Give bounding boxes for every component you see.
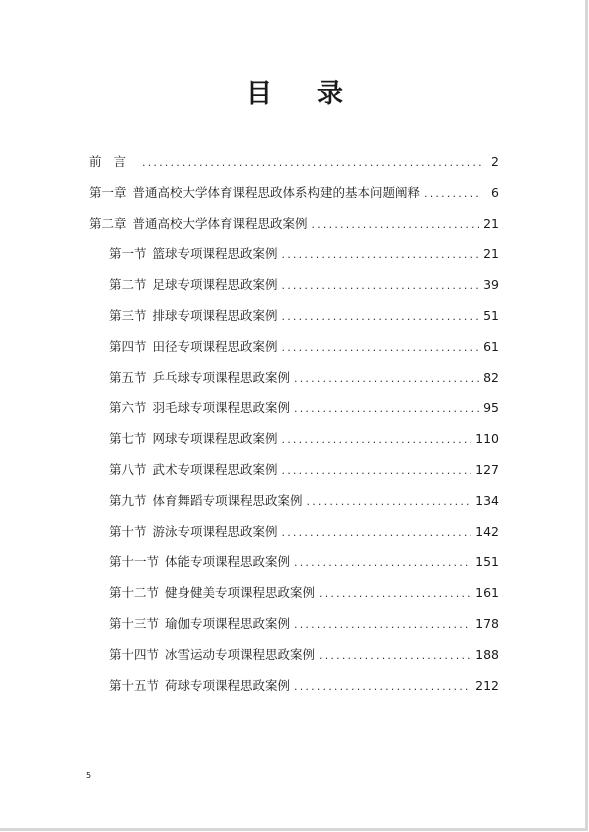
toc-entry-number: 第一章 bbox=[89, 184, 127, 200]
toc-entry-page: 127 bbox=[475, 461, 499, 477]
toc-entry-number: 第十五节 bbox=[109, 677, 160, 693]
toc-entry-number: 第四节 bbox=[109, 338, 147, 354]
toc-entry-section-3[interactable] bbox=[89, 306, 499, 337]
toc-entry-number: 第六节 bbox=[109, 400, 147, 416]
toc-entry-section-5[interactable] bbox=[89, 368, 499, 399]
toc-entry-number: 第十一节 bbox=[109, 554, 160, 570]
toc-entry-section-6[interactable] bbox=[89, 398, 499, 429]
toc-entry-page: 51 bbox=[483, 307, 499, 323]
toc-entry-page: 188 bbox=[475, 646, 499, 662]
toc-entry-page: 161 bbox=[475, 585, 499, 601]
toc-entry-section-8[interactable] bbox=[89, 460, 499, 491]
toc-entry-label bbox=[109, 368, 290, 388]
toc-entry-title: 羽毛球专项课程思政案例 bbox=[152, 400, 291, 416]
toc-entry-page: 95 bbox=[483, 400, 499, 416]
toc-entry-page: 212 bbox=[475, 677, 499, 693]
toc-entry-page: 82 bbox=[483, 369, 499, 385]
toc-entry-page: 110 bbox=[475, 431, 499, 447]
toc-leader-dots bbox=[282, 307, 480, 327]
toc-entry-title: 田径专项课程思政案例 bbox=[152, 338, 278, 354]
toc-entry-title: 普通高校大学体育课程思政体系构建的基本问题阐释 bbox=[132, 184, 421, 200]
toc-leader-dots bbox=[319, 646, 471, 666]
toc-entry-label bbox=[109, 398, 290, 418]
toc-entry-label bbox=[109, 552, 290, 572]
toc-entry-number: 第一节 bbox=[109, 246, 147, 262]
toc-leader-dots bbox=[294, 677, 471, 697]
toc-leader-dots bbox=[294, 553, 471, 573]
toc-entry-label bbox=[109, 583, 315, 603]
toc-entry-section-11[interactable] bbox=[89, 552, 499, 583]
toc-entry-number: 第三节 bbox=[109, 307, 147, 323]
toc-leader-dots bbox=[307, 492, 472, 512]
toc-entry-title: 体育舞蹈专项课程思政案例 bbox=[152, 492, 303, 508]
page-number: 5 bbox=[86, 771, 92, 780]
toc-entry-chapter-2[interactable] bbox=[89, 214, 499, 245]
toc-entry-label bbox=[109, 645, 315, 665]
toc-entry-page: 21 bbox=[483, 246, 499, 262]
toc-leader-dots bbox=[294, 399, 479, 419]
toc-entry-page: 151 bbox=[475, 554, 499, 570]
toc-leader-dots bbox=[319, 584, 471, 604]
toc-entry-page: 21 bbox=[483, 215, 499, 231]
toc-entry-number: 第十节 bbox=[109, 523, 147, 539]
toc-entry-label bbox=[109, 306, 278, 326]
toc-entry-chapter-1[interactable] bbox=[89, 183, 499, 214]
toc-entry-section-13[interactable] bbox=[89, 614, 499, 645]
toc-entry-title: 篮球专项课程思政案例 bbox=[152, 246, 278, 262]
toc-entry-title: 荷球专项课程思政案例 bbox=[165, 677, 291, 693]
toc-entry-label bbox=[109, 522, 278, 542]
toc-entry-label bbox=[109, 275, 278, 295]
toc-entry-title: 瑜伽专项课程思政案例 bbox=[165, 615, 291, 631]
toc-entry-section-10[interactable] bbox=[89, 522, 499, 553]
toc-entry-number: 第七节 bbox=[109, 431, 147, 447]
toc-entry-section-4[interactable] bbox=[89, 337, 499, 368]
toc-entry-title: 排球专项课程思政案例 bbox=[152, 307, 278, 323]
toc-entry-title: 武术专项课程思政案例 bbox=[152, 461, 278, 477]
toc-entry-title: 冰雪运动专项课程思政案例 bbox=[165, 646, 316, 662]
toc-entry-page: 61 bbox=[483, 338, 499, 354]
toc-entry-number: 第九节 bbox=[109, 492, 147, 508]
toc-entry-page: 2 bbox=[491, 154, 499, 169]
toc-leader-dots bbox=[282, 523, 472, 543]
toc-entry-section-12[interactable] bbox=[89, 583, 499, 614]
toc-leader-dots bbox=[312, 215, 480, 235]
toc-entry-page: 134 bbox=[475, 492, 499, 508]
toc-entry-label bbox=[109, 676, 290, 696]
toc-entry-label bbox=[109, 491, 303, 511]
toc-leader-dots bbox=[282, 461, 472, 481]
toc-entry-preface[interactable] bbox=[89, 152, 499, 183]
toc-entry-number: 第十三节 bbox=[109, 615, 160, 631]
toc-leader-dots bbox=[294, 369, 479, 389]
toc-leader-dots bbox=[294, 615, 471, 635]
toc-entry-section-1[interactable] bbox=[89, 244, 499, 275]
toc-entry-number: 第十二节 bbox=[109, 585, 160, 601]
table-of-contents bbox=[89, 152, 499, 706]
toc-entry-title: 体能专项课程思政案例 bbox=[165, 554, 291, 570]
toc-leader-dots bbox=[282, 276, 480, 296]
toc-leader-dots bbox=[424, 184, 481, 204]
toc-entry-title: 足球专项课程思政案例 bbox=[152, 277, 278, 293]
toc-entry-label: 前言 bbox=[89, 154, 139, 169]
toc-entry-label bbox=[109, 429, 278, 449]
toc-entry-number: 第十四节 bbox=[109, 646, 160, 662]
toc-entry-page: 6 bbox=[491, 184, 499, 200]
toc-leader-dots bbox=[142, 153, 481, 173]
toc-entry-page: 178 bbox=[475, 615, 499, 631]
toc-entry-section-7[interactable] bbox=[89, 429, 499, 460]
toc-entry-section-14[interactable] bbox=[89, 645, 499, 676]
toc-entry-number: 第二章 bbox=[89, 215, 127, 231]
toc-entry-title: 网球专项课程思政案例 bbox=[152, 431, 278, 447]
toc-leader-dots bbox=[282, 245, 480, 265]
toc-entry-title: 游泳专项课程思政案例 bbox=[152, 523, 278, 539]
toc-leader-dots bbox=[282, 430, 472, 450]
toc-entry-number: 第二节 bbox=[109, 277, 147, 293]
toc-entry-title: 乒乓球专项课程思政案例 bbox=[152, 369, 291, 385]
toc-entry-section-2[interactable] bbox=[89, 275, 499, 306]
toc-entry-page: 39 bbox=[483, 277, 499, 293]
toc-entry-label bbox=[89, 214, 308, 234]
toc-entry-page: 142 bbox=[475, 523, 499, 539]
toc-entry-title: 普通高校大学体育课程思政案例 bbox=[132, 215, 308, 231]
toc-entry-label bbox=[109, 460, 278, 480]
toc-leader-dots bbox=[282, 338, 480, 358]
toc-entry-title: 健身健美专项课程思政案例 bbox=[165, 585, 316, 601]
toc-entry-section-15[interactable] bbox=[89, 676, 499, 707]
toc-entry-label bbox=[109, 337, 278, 357]
toc-entry-label bbox=[109, 244, 278, 264]
toc-entry-number: 第五节 bbox=[109, 369, 147, 385]
toc-entry-label bbox=[89, 183, 420, 203]
toc-entry-section-9[interactable] bbox=[89, 491, 499, 522]
toc-entry-label bbox=[109, 614, 290, 634]
page-title: 目 录 bbox=[245, 79, 362, 109]
toc-entry-number: 第八节 bbox=[109, 461, 147, 477]
